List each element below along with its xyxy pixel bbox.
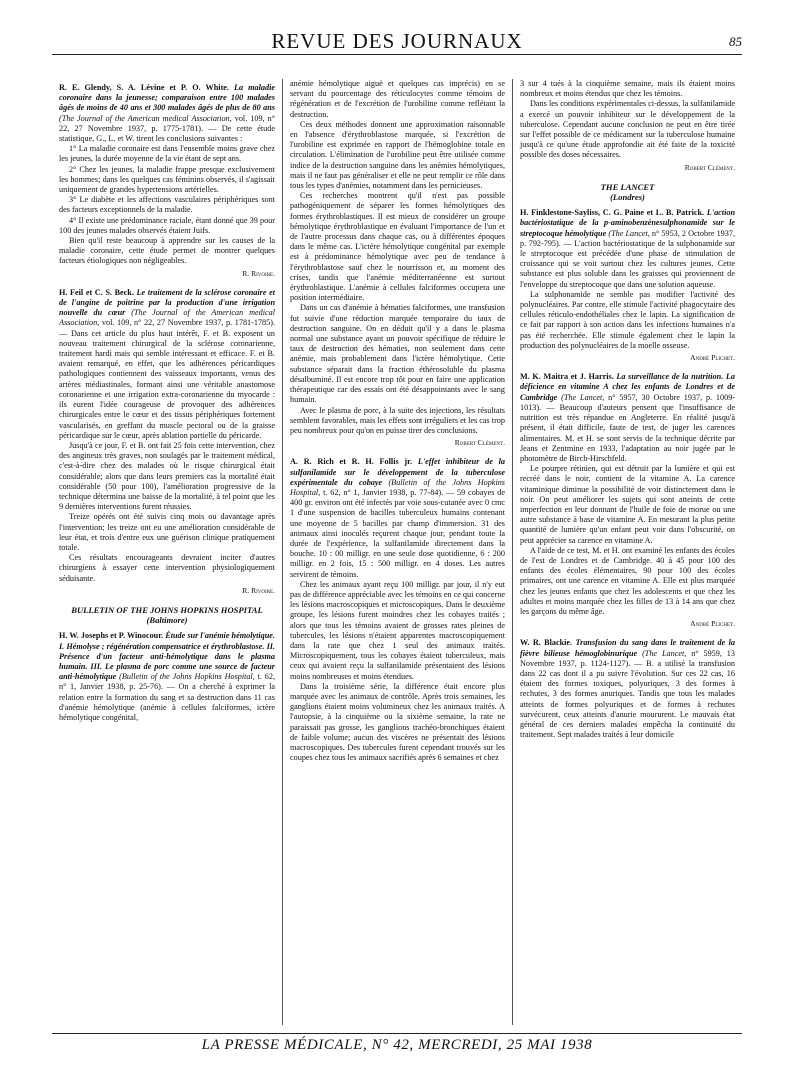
section-location: (Baltimore) — [146, 615, 188, 626]
article-body: t. 62, n° 1, Janvier 1938, p. 77-84). — 59 cobayes de 400 gr. environ ont été infectés par voie sous-cutanée avec 0 cmc 1 d'une suspension de bacilles tuberculeux humains contenant une moyenne de 5 bacilles par champ d'immersion. 31 des animaux ainsi inoculés reçurent chaque jour, pendant toute la durée de l'expérience, la sulfanilamide directement dans la bouche. 10 : 00 milligr. en une seule dose quotidienne, 6 : 200 milligr. en 2 fois, 15 : 500 milligr. en 4 doses. Les autres servirent de témoins. — [290, 487, 505, 579]
text-columns — [52, 79, 742, 1025]
paragraph: Dans les conditions expérimentales ci-dessus, la sulfanilamide a exercé un pouvoir inhibiteur sur le développement de la tuberculose. Cependant aucune conclusion ne peut en être tirée sur l'effet possible de ce médicament sur la tuberculose humaine jusqu'à ce qu'une étude approfondie ait été faite de la toxicité possible des doses nécessaires. — [520, 99, 735, 160]
article-authors: M. K. Maitra et J. Harris. — [520, 372, 614, 382]
paragraph: Jusqu'à ce jour, F. et B. ont fait 25 fois cette intervention, chez des angineux très graves, non soulagés par le traitement médical, c'est-à-dire chez des malades où le risque chirurgical était considérable; alors que dans leurs premiers cas la mortalité était considérable (50 pour 100), l'amélioration progressive de la technique détermina une baisse de la mortalité, à tel point que les 9 dernières interventions furent réussies. — [59, 440, 275, 512]
paragraph: Bien qu'il reste beaucoup à apprendre sur les causes de la maladie coronaire, cette étude permet de montrer quelques facteurs étiologiques non négligeables. — [59, 236, 275, 266]
article-title: La surveillance de la nutrition. La déficience en vitamine A chez les enfants de Londres et de Cambridge — [520, 372, 736, 402]
column-right — [512, 79, 742, 1025]
article-authors: W. R. Blackie. — [520, 638, 573, 648]
paragraph: 1° La maladie coronaire est dans l'ensemble moins grave chez les jeunes, la durée moyenne de la vie étant de sept ans. — [59, 144, 275, 164]
article-body: vol. 109, n° 22, 27 Novembre 1937, p. 1781-1785). — Dans cet article du plus haut intérêt, F. et B. exposent un nouveau traitement chirurgical de la sclérose coronarienne, traitement hardi mais qui semble intéressant et efficace. F. et B. avaient remarqué, en effet, que les adhérences péricardiques pathologiques contiennent des vaisseaux importants, venus des artères médiastinales, formant ainsi une véritable anastomose coronarienne et une irrigation extra-coronarienne du myocarde : ils eurent l'idée courageuse de provoquer des adhérences chirurgicales entre le cœur et des tissus périphériques fortement vascularisés, en greffant du muscle pectoral ou de la graisse péricardique sur le cœur, après ablation partielle du péricarde. — [59, 318, 275, 440]
article-source: (The Lancet, — [608, 228, 650, 238]
article-authors: R. E. Glendy, S. A. Lévine et P. O. White. — [59, 83, 229, 92]
author-signature: R. Rivoire. — [242, 268, 275, 278]
article-title: L'effet inhibiteur de la sulfanilamide sur le développement de la tuberculose expérimentale du cobaye — [290, 457, 505, 487]
paragraph: Ces résultats encourageants devraient inciter d'autres chirurgiens à essayer cette intervention physiologiquement séduisante. — [59, 553, 275, 583]
article-authors: H. Feil et C. S. Beck. — [59, 287, 134, 297]
article-source: (Bulletin of the Johns Hopkins Hospital, — [290, 477, 505, 497]
author-signature: Robert Clément. — [684, 162, 735, 172]
author-signature: André Plichet. — [690, 353, 735, 363]
author-signature: Robert Clément. — [454, 438, 505, 448]
article-body: n° 5953, 2 Octobre 1937, p. 792-795). — L'action bactériostatique de la sulphonamide sur le streptocoque est précédée d'une phase de stimulation de croissance qui se voit surtout chez les cultures jeunes. Cette substance est plus soluble dans les graisses qui proviennent de l'enveloppe du streptocoque que dans une solution aqueuse. — [520, 228, 736, 289]
article-entry — [59, 288, 275, 441]
author-signature: André Plichet. — [690, 619, 735, 629]
paragraph: 3 sur 4 tués à la cinquième semaine, mais ils étaient moins nombreux et moins étendus que chez les témoins. — [520, 79, 735, 99]
column-left — [52, 79, 282, 1025]
article-title: L'action bactériostatique de la p-aminobenzènesulphonamide sur le streptocoque hémolytique — [520, 208, 735, 238]
paragraph: Avec le plasma de porc, à la suite des injections, les résultats semblent favorables, mais les effets sont irréguliers et les cas trop peu nombreux pour qu'on en puisse tirer des conclusions. — [290, 405, 505, 435]
article-title: Étude sur l'anémie hémolytique. I. Hémolyse ; régénération compensatrice et érythroblastose. II. Présence d'un facteur anti-hémolytique dans le plasma humain. III. Le plasma de porc comme une source de facteur anti-hémolytique — [59, 631, 275, 682]
section-location: (Londres) — [610, 192, 645, 203]
article-entry — [59, 631, 275, 723]
section-heading: THE LANCET — [600, 181, 655, 192]
paragraph: Ces deux méthodes donnent une approximation raisonnable en l'absence d'érythroblastose marquée, si l'excrétion de l'urobiline est exprimée en rapport de l'hémoglobine totale en circulation. L'élimination de l'urobiline peut être utilisée comme indice de la destruction sanguine dans les anémies hémolytiques, mais il ne faut pas généraliser et elle ne peut remplir ce rôle dans tous les types d'anémies, notamment dans les pernicieuses. — [290, 119, 505, 191]
article-authors: H. W. Josephs et P. Winocour. — [59, 631, 164, 641]
page-footer: LA PRESSE MÉDICALE, N° 42, MERCREDI, 25 MAI 1938 — [52, 1033, 742, 1054]
article-entry — [520, 372, 735, 464]
running-title: REVUE DES JOURNAUX — [271, 29, 523, 53]
article-source: (The Lancet, — [561, 392, 605, 402]
article-authors: A. R. Rich et R. H. Follis jr. — [290, 457, 413, 467]
article-title: Le traitement de la sclérose coronaire et de l'angine de poitrine par la production d'une irrigation nouvelle du cœur — [59, 287, 276, 318]
paragraph: Chez les animaux ayant reçu 100 milligr. par jour, il n'y eut pas de différence appréciable avec les témoins en ce qui concerne les lésions macroscopiques et microscopiques. Dans le deuxième groupe, les lésions furent moindres chez les cobayes traités ; alors que tous les témoins avaient de grosses rates pleines de tubercules, les lésions n'étaient apparentes macroscopiquement dans la rate que chez 1 seul des animaux traités. Microscopiquement, tous les cobayes étaient tuberculeux, mais ceux qui avaient reçu la sulfanilamide présentaient des lésions moins nombreuses et moins étendues. — [290, 579, 505, 681]
article-authors: H. Finklestone-Sayliss, C. G. Paine et L. B. Patrick. — [520, 208, 705, 218]
article-source: (The Lancet, — [642, 648, 687, 658]
article-body: vol. 109, n° 22, 27 Novembre 1937, p. 1775-1781). — De cette étude statistique, G., L. et W. tirent les conclusions suivantes : — [59, 113, 275, 144]
article-body: n° 5957, 30 Octobre 1937, p. 1009-1013). — Beaucoup d'auteurs pensent que l'insuffisance de nutrition est très répandue en Angleterre. En réalité jusqu'à présent, il était difficile, faute de test, de juger les carences alimentaires. M. et H. se sont servis de la technique décrite par Jeans et Zentmine en 1933, l'adaptation au noir jugée par le photomètre de Birch-Hirschfeld. — [520, 392, 736, 463]
paragraph: 4° Il existe une prédominance raciale, étant donné que 39 pour 100 des jeunes malades observés étaient Juifs. — [59, 215, 275, 235]
article-entry — [290, 457, 505, 579]
page-number: 85 — [729, 34, 742, 49]
article-title: La maladie coronaire dans la jeunesse; comparaison entre 100 malades âgés de moins de 40 ans et 300 malades âgés de plus de 80 ans — [59, 83, 275, 113]
paragraph: anémie hémolytique aiguë et quelques cas imprécis) en se servant du pourcentage des réticulocytes comme témoins de régénération et de l'excrétion de l'urobiline comme reflétant la destruction. — [290, 79, 505, 119]
paragraph: Dans un cas d'anémie à hématies falciformes, une transfusion fut suivie d'une réduction marquée temporaire du taux de destruction sanguine. On en déduit qu'il y a dans le plasma normal une substance ayant un pouvoir spécifique de réduire le taux de destruction des hématies, non seulement dans cette anémie, mais probablement dans l'ictère hémolytique. Cette substance séparait dans la fraction éthérosoluble du plasma désalbuminé. Il est encore trop tôt pour en faire une application thérapeutique car des essais ont été désappointants avec le sang humain. — [290, 303, 505, 405]
paragraph: La sulphonamide ne semble pas modifier l'activité des polynucléaires. Par contre, elle stimule l'activité phagocytaire des cellules réticulo-endothéliales chez le lapin. La signification de ce fait par rapport à son action dans les infections humaines n'a pas été recherchée. Elle stimule également chez le lapin la production des polynucléaires de la moelle osseuse. — [520, 289, 735, 350]
paragraph: A l'aide de ce test, M. et H. ont examiné les enfants des écoles de l'est de Londres et de Cambridge. 40 à 45 pour 100 des enfants des écoles élémentaires, 90 pour 100 des écoles primaires, ont une carence en vitamine A. Elle est plus marquée chez les jeunes enfants que chez les adolescents et que chez les adultes et moins marquée chez les filles de 13 à 14 ans que chez les garçons du même âge. — [520, 545, 735, 616]
article-body: t. 62, n° 1, Janvier 1938, p. 25-76). — On a cherché à exprimer la relation entre la formation du sang et sa destruction dans 11 cas d'anémie hémolytique (anémie à cellules falciformes, ictère hémolytique congénital, — [59, 672, 276, 722]
article-source: (The Journal of the American medical Association, — [59, 308, 275, 328]
article-title: Transfusion du sang dans le traitement de la fièvre bilieuse hémoglobinurique — [520, 638, 735, 658]
author-signature: R. Rivoire. — [242, 585, 275, 595]
article-body: n° 5959, 13 Novembre 1937, p. 1124-1127). — B. a utilisé la transfusion dans 22 cas dont il a pu suivre l'évolution. Sur ces 22 cas, 16 étaient des formes toxiques, polyuriques, 3 des formes à rechutes, 3 des formes anuriques. Tandis que tous les malades atteints de formes polyuriques et de formes à rechutes survécurent, ceux atteints d'anurie moururent. Le mauvais état général de ces derniers malades empêcha la continuité du traitement. Sept malades traités à leur domicile — [520, 648, 735, 740]
section-heading: BULLETIN OF THE JOHNS HOPKINS HOSPITAL — [71, 604, 263, 615]
paragraph: Treize opérés ont été suivis cinq mois ou davantage après l'intervention; les treize ont eu une amélioration considérable de leur état, et trois d'entre eux une guérison clinique pratiquement totale. — [59, 512, 275, 552]
article-entry — [59, 83, 275, 144]
paragraph: Ces recherches montrent qu'il n'est pas possible pathogéniquement de séparer les formes hémolytiques des formes érythroblastiques. Il est mieux de considérer un groupe hémolytique érythroblastique en évaluant l'importance de l'un et de l'autre processus dans chaque cas, ou à différentes époques dans le même cas. L'ictère hémolytique congénital par exemple est à prédominance hémolytique avec peu de tendance à l'érythroblastose sauf chez le nourrisson et, au moment des crises, tandis que l'anémie méditerranéenne est surtout érythroblastique. L'anémie à cellules falciformes occupera une position intermédiaire. — [290, 191, 505, 303]
article-source: (The Journal of the American medical Association, — [59, 113, 232, 123]
article-source: (Bulletin of the Johns Hopkins Hospital, — [119, 672, 255, 682]
column-middle — [282, 79, 512, 1025]
article-entry — [520, 638, 735, 740]
paragraph: 3° Le diabète et les affections vasculaires périphériques sont des facteurs exceptionnels de la maladie. — [59, 195, 275, 215]
paragraph: 2° Chez les jeunes, la maladie frappe presque exclusivement les hommes; dans les quelques cas féminins observés, il s'agissait uniquement de grandes hypertensions artérielles. — [59, 164, 275, 195]
page-header — [52, 30, 742, 55]
paragraph: Dans la troisième série, la différence était encore plus marquée avec les animaux de contrôle. Après trois semaines, les ganglions étaient moins volumineux chez les animaux traités. A l'autopsie, à la cinquième ou la sixième semaine, la rate ne paraissait pas grosse, les ganglions trachéo-bronchiques étaient de faible volume; aucun des viscères ne présentait des lésions macroscopiques. Des tubercules furent cependant trouvés sur les coupes chez tous les animaux sacrifiés après 6 semaines et chez — [290, 681, 505, 763]
article-entry — [520, 208, 735, 290]
paragraph: Le pourpre rétinien, qui est détruit par la lumière et qui est recréé dans le noir, contient de la vitamine A. La carence vitaminique diminue la possibilité de voir distinctement dans le noir. On peut améliorer les sujets qui sont atteints de cette imperfection en leur donnant de l'huile de foie de morue ou une autre substance à base de vitamine A. En mesurant la plus petite quantité de lumière qu'un enfant peut voir dans l'obscurité, on peut apprécier sa carence en vitamine A. — [520, 464, 735, 545]
